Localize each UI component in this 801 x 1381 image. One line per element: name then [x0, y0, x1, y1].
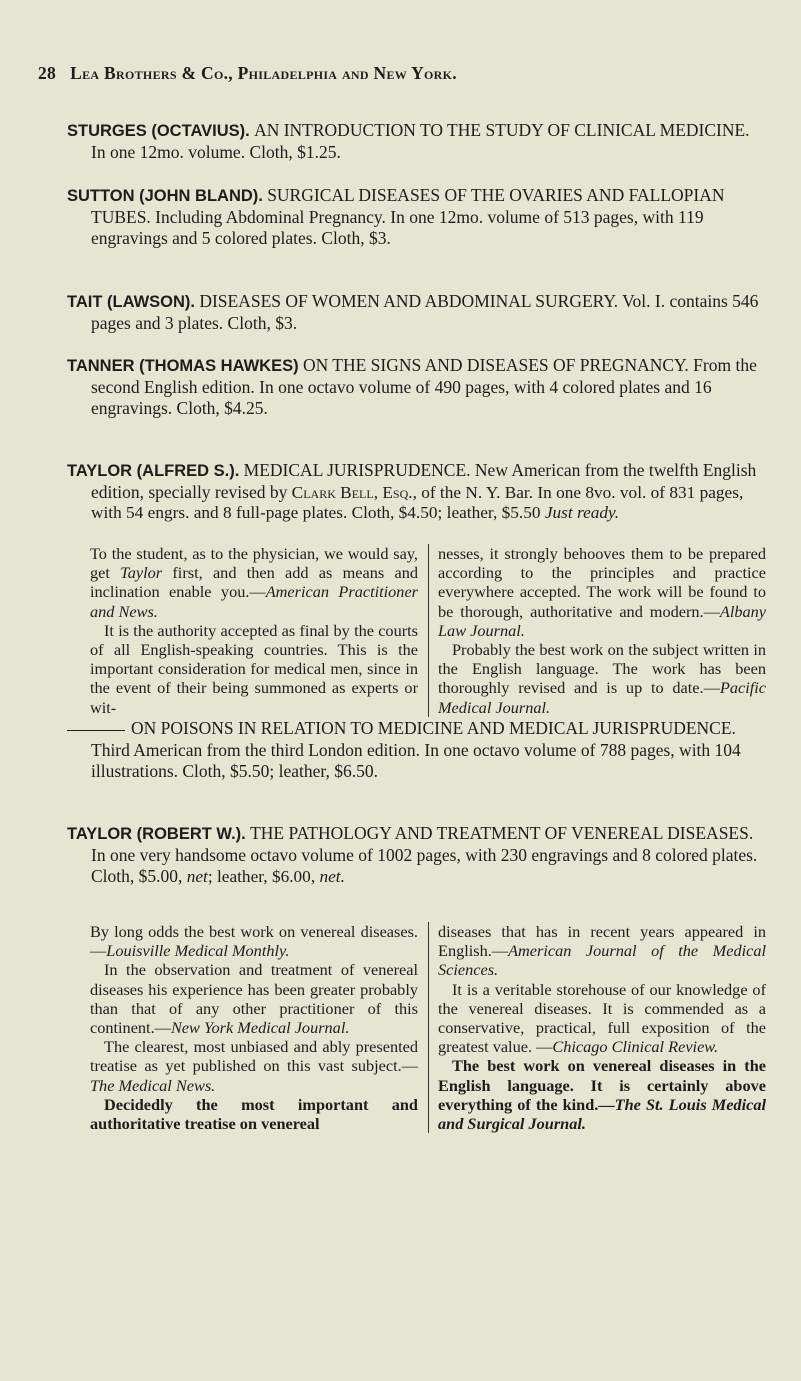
- entry-text: SURGICAL DISEASES OF THE OVARIES AND FALLOPIAN TUBES. Including Abdominal Pregnancy. In one 12mo. volume of 513 pages, with 119 engravings and 5 colored plates. Cloth, $3.: [91, 185, 725, 248]
- review-quotes-taylor-robert: [90, 922, 770, 1133]
- entry-author: TANNER (THOMAS HAWKES): [67, 357, 299, 375]
- entry-taylor-poisons: [67, 718, 767, 783]
- review-quote: The best work on venereal diseases in the English language. It is certainly above everything of the kind.—The St. Louis Medical and Surgical Journal.: [438, 1056, 766, 1134]
- entry-taylor-alfred: [67, 460, 767, 524]
- entry-text: DISEASES OF WOMEN AND ABDOMINAL SURGERY. Vol. I. contains 546 pages and 3 plates. Cloth, $3.: [91, 291, 759, 333]
- entry-text: MEDICAL JURISPRUDENCE. New American from the twelfth English edition, specially revised by: [91, 460, 757, 502]
- review-quote: To the student, as to the physician, we would say, get Taylor first, and then add as means and inclination enable you.—American Practitioner and News.: [90, 544, 419, 621]
- entry-author: TAIT (LAWSON).: [67, 293, 196, 311]
- quote-column-right: [429, 922, 766, 1133]
- ditto-dash: [67, 730, 125, 731]
- review-quote: It is the authority accepted as final by the courts of all English-speaking countries. This is the important consideration for medical men, since in the event of their being summoned as experts or wit-: [90, 620, 418, 717]
- review-quote: In the observation and treatment of venereal diseases his experience has been greater probably than that of any other practitioner of this continent.—New York Medical Journal.: [90, 960, 418, 1038]
- entry-text: ON POISONS IN RELATION TO MEDICINE AND MEDICAL JURISPRUDENCE. Third American from the third London edition. In one octavo volume of 788 pages, with 104 illustrations. Cloth, $5.50; leather, $6.50.: [91, 718, 741, 781]
- review-quote: The clearest, most unbiased and ably presented treatise as yet published on this vast subject.—The Medical News.: [90, 1037, 418, 1095]
- review-quote: nesses, it strongly behooves them to be prepared according to the principles and practice everywhere accepted. The work will be found to be thorough, authoritative and modern.—Albany Law Journal.: [438, 544, 766, 640]
- entry-text: ON THE SIGNS AND DISEASES OF PREGNANCY. From the second English edition. In one octavo volume of 490 pages, with 4 colored plates and 16 engravings. Cloth, $4.25.: [91, 355, 757, 418]
- entry-author: SUTTON (JOHN BLAND).: [67, 187, 263, 205]
- quote-column-left: [90, 544, 429, 717]
- quote-column-right: [429, 544, 766, 717]
- entry-author: TAYLOR (ALFRED S.).: [67, 462, 240, 480]
- review-quote: Decidedly the most important and authoritative treatise on venereal: [90, 1094, 418, 1134]
- page-number: 28: [38, 63, 57, 83]
- review-quote: Probably the best work on the subject written in the English language. The work has been thoroughly revised and is up to date.—Pacific Medical Journal.: [438, 640, 766, 717]
- entry-reviser: Clark Bell, Esq.: [291, 482, 413, 502]
- entry-sturges: [67, 120, 767, 163]
- entry-text-b: , of the N. Y. Bar. In one 8vo. vol. of 831 pages, with 54 engrs. and 8 full-page plates. Cloth, $4.50; leather, $5.50: [91, 482, 744, 522]
- quote-column-left: [90, 922, 429, 1133]
- entry-text: THE PATHOLOGY AND TREATMENT OF VENEREAL DISEASES. In one very handsome octavo volume of 1002 pages, with 230 engravings and 8 colored plates. Cloth, $5.00,: [91, 823, 758, 886]
- review-quote: It is a veritable storehouse of our knowledge of the venereal diseases. It is commended as a conservative, practical, full exposition of the greatest value. —Chicago Clinical Review.: [438, 979, 766, 1057]
- entry-sutton: [67, 185, 767, 250]
- entry-status: Just ready.: [544, 503, 620, 522]
- review-quote: diseases that has in recent years appeared in English.—American Journal of the Medical Sciences.: [438, 922, 766, 980]
- entry-tait: [67, 291, 767, 334]
- entry-author: STURGES (OCTAVIUS).: [67, 122, 250, 140]
- publisher-line: Lea Brothers & Co., Philadelphia and New York.: [70, 63, 457, 83]
- entry-taylor-robert: TAYLOR (ROBERT W.). THE PATHOLOGY AND TREATMENT OF VENEREAL DISEASES. In one very handsome octavo volume of 1002 pages, with 230 engravings and 8 colored plates. Cloth, $5.00, net; leather, $6.00, net.: [67, 823, 758, 886]
- entry-tanner: [67, 355, 767, 420]
- review-quote: By long odds the best work on venereal diseases.—Louisville Medical Monthly.: [90, 922, 418, 961]
- entry-author: TAYLOR (ROBERT W.).: [67, 825, 246, 843]
- running-header: [38, 63, 738, 84]
- entry-text: AN INTRODUCTION TO THE STUDY OF CLINICAL MEDICINE. In one 12mo. volume. Cloth, $1.25.: [91, 120, 750, 162]
- review-quotes-taylor-alfred: [90, 544, 770, 717]
